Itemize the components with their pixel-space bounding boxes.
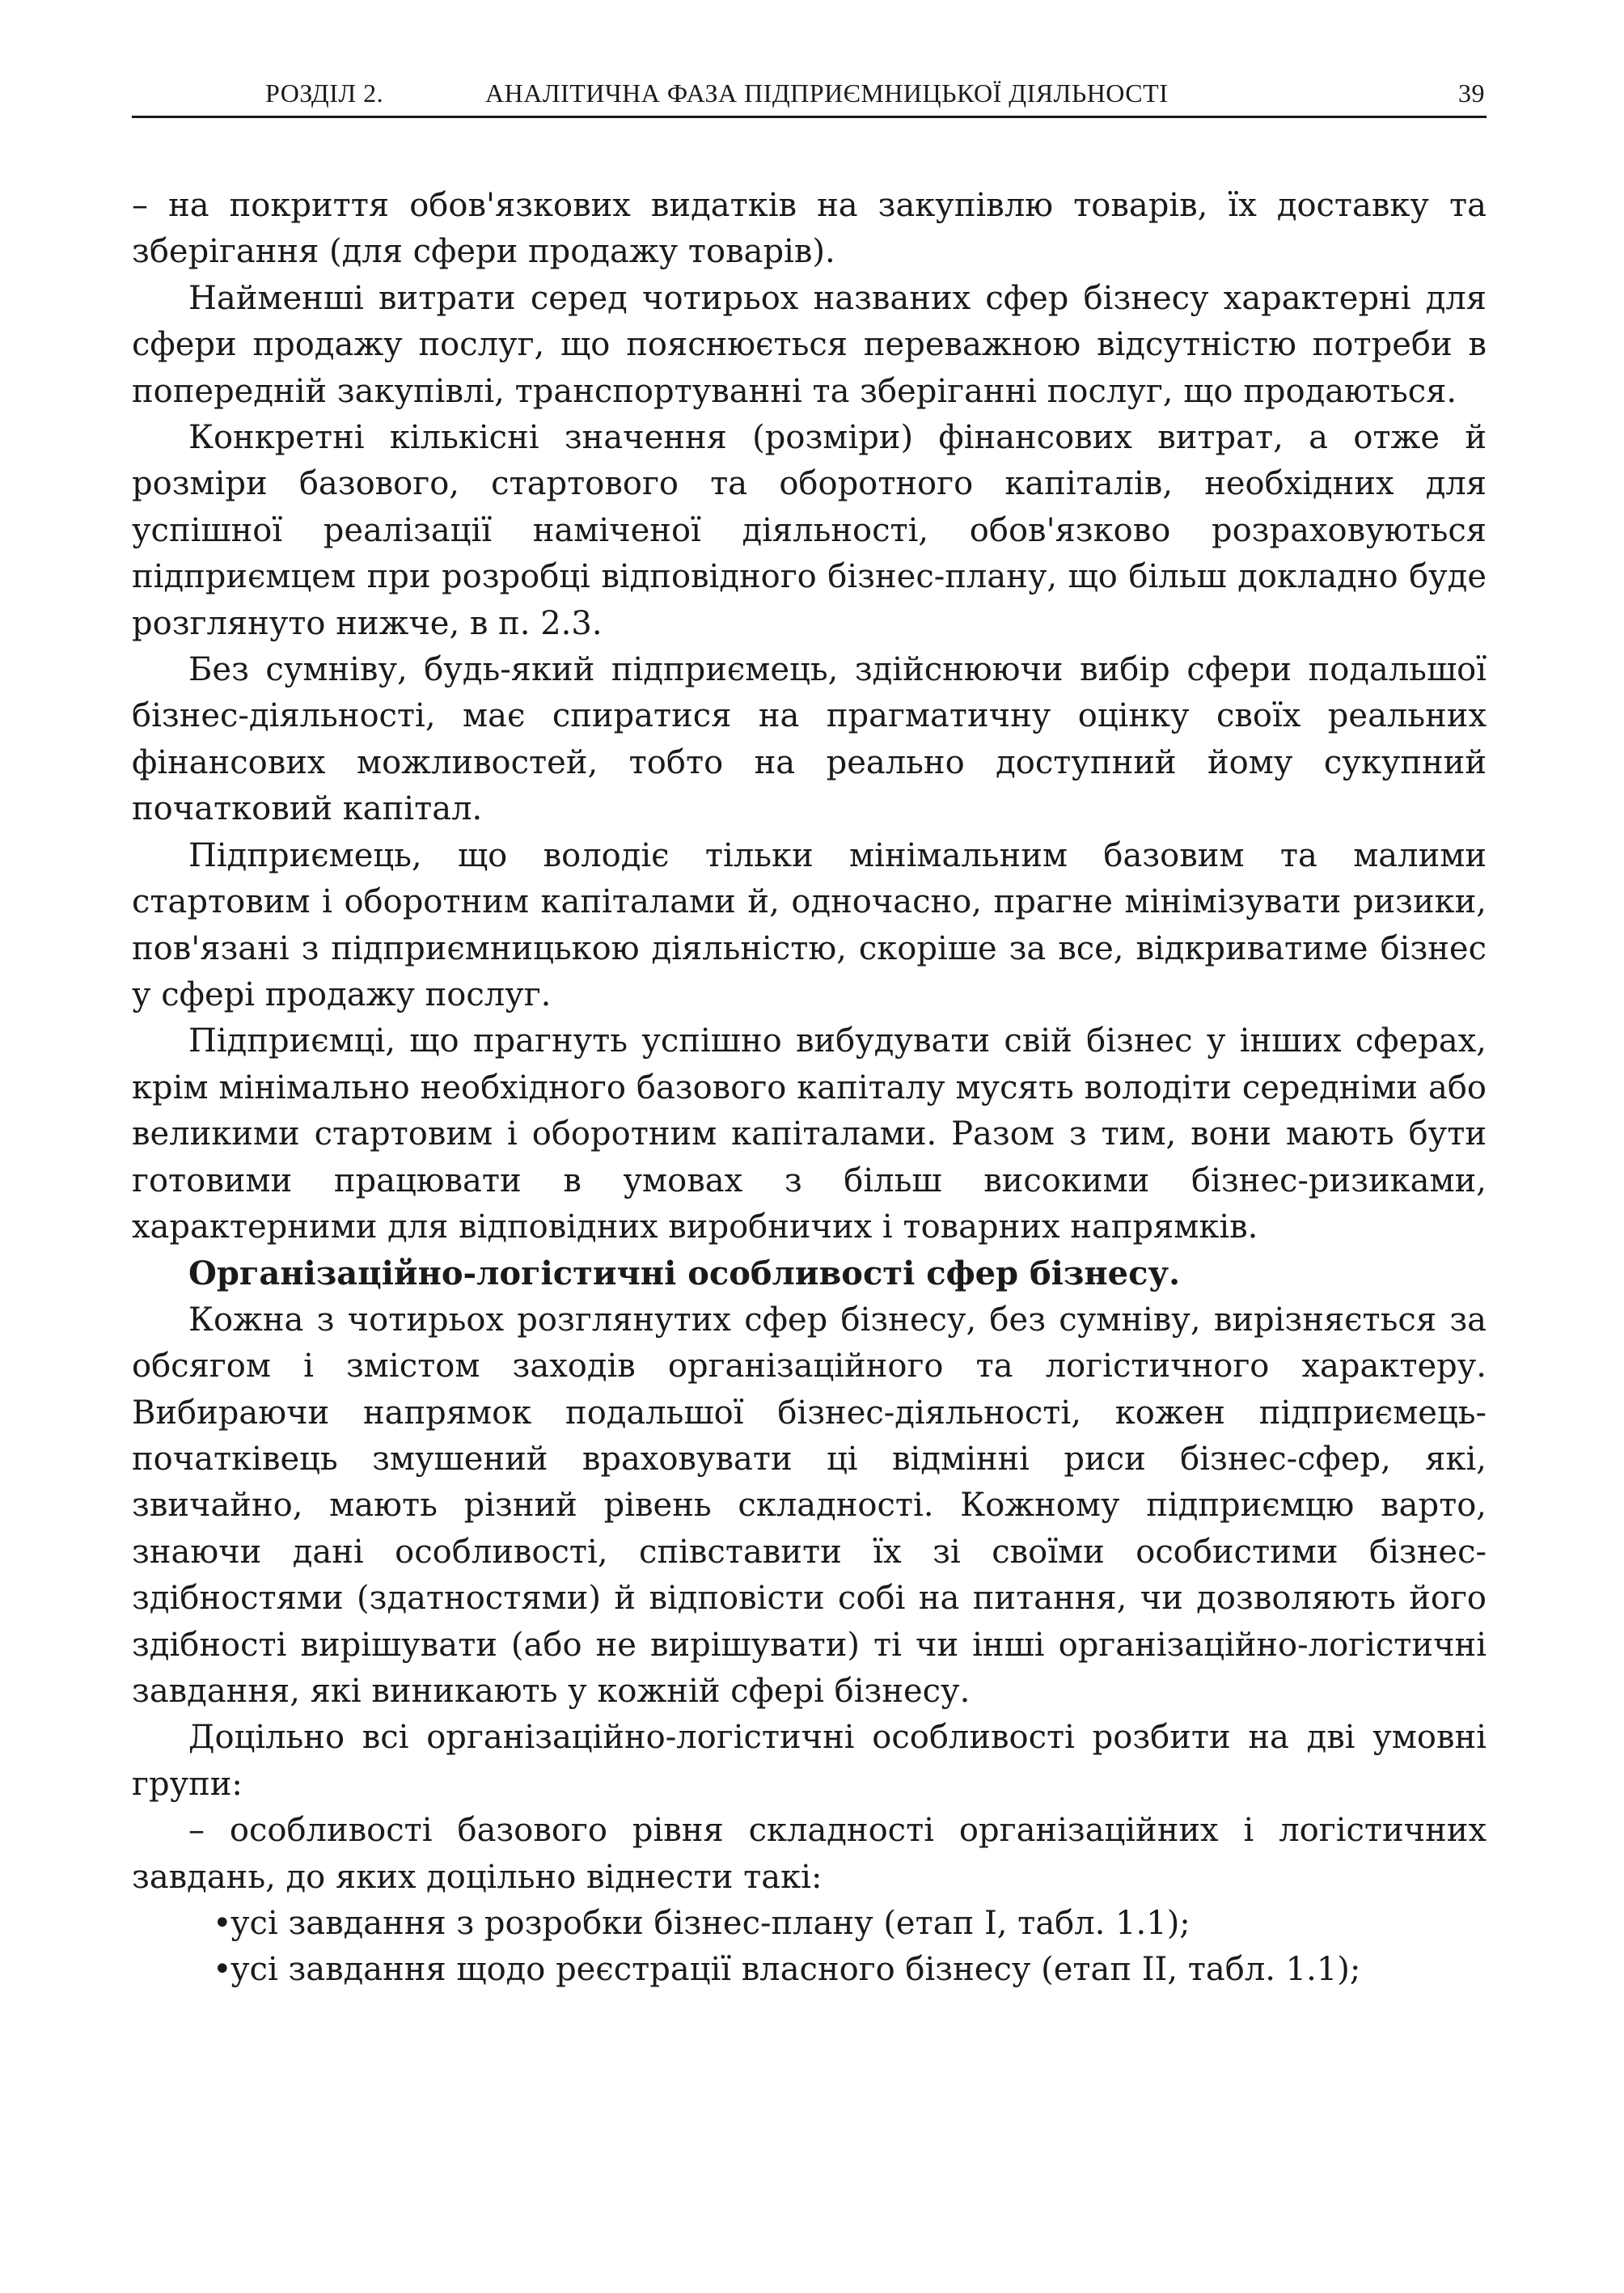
paragraph: Підприємці, що прагнуть успішно вибудувати свій бізнес у інших сферах, крім мінімально необхідного базового капіталу мусять володіти середніми або великими стартовим і оборотним капіталами. Разом з тим, вони мають бути готовими працювати в умовах з більш високими бізнес-ризиками, характерними для відповідних виробничих і товарних напрямків. (132, 1022, 1487, 1246)
paragraph: Найменші витрати серед чотирьох названих сфер бізнесу характерні для сфери продажу послуг, що пояснюється переважною відсутністю потреби в попередній закупівлі, транспортуванні та зберіганні послуг, що продаються. (132, 279, 1487, 410)
paragraph-continuation: – на покриття обов'язкових видатків на закупівлю товарів, їх доставку та зберігання (для сфери продажу товарів). (132, 187, 1487, 271)
bullet-list (132, 1901, 1487, 1994)
paragraph: Кожна з чотирьох розглянутих сфер бізнесу, без сумніву, вирізняється за обсягом і змістом заходів організаційного та логістичного характеру. Вибираючи напрямок подальшої бізнес-діяльності, кожен підприємець-початківець змушений враховувати ці відмінні риси бізнес-сфер, які, звичайно, мають різний рівень складності. Кожному підприємцю варто, знаючи дані особливості, співставити їх зі своїми особистими бізнес-здібностями (здатностями) й відповісти собі на питання, чи дозволяють його здібності вирішувати (або не вирішувати) ті чи інші організаційно-логістичні завдання, які виникають у кожній сфері бізнесу. (132, 1301, 1487, 1710)
book-page (132, 0, 1487, 2293)
paragraph: Доцільно всі організаційно-логістичні особливості розбити на дві умовні групи: (132, 1719, 1487, 1803)
bullet-icon: • (213, 1905, 232, 1943)
chapter-title: АНАЛІТИЧНА ФАЗА ПІДПРИЄМНИЦЬКОЇ ДІЯЛЬНОСТІ (485, 78, 1169, 108)
bullet-text: усі завдання з розробки бізнес-плану (етап І, табл. 1.1); (230, 1905, 1191, 1943)
paragraph: Без сумніву, будь-який підприємець, здійснюючи вибір сфери подальшої бізнес-діяльності, має спиратися на прагматичну оцінку своїх реальних фінансових можливостей, тобто на реально доступний йому сукупний початковий капітал. (132, 651, 1487, 828)
chapter-label: РОЗДІЛ 2. (265, 78, 384, 108)
bullet-list-item (132, 1901, 1487, 1947)
running-header (132, 75, 1487, 118)
section-subheading: Організаційно-логістичні особливості сфер бізнесу. (188, 1254, 1180, 1293)
page-number: 39 (1458, 78, 1485, 108)
bullet-list-item (132, 1947, 1487, 1993)
dash-list-item: – особливості базового рівня складності організаційних і логістичних завдань, до яких доцільно віднести такі: (132, 1812, 1487, 1896)
bullet-icon: • (213, 1951, 232, 1989)
body-text (132, 183, 1487, 1994)
bullet-text: усі завдання щодо реєстрації власного бізнесу (етап ІІ, табл. 1.1); (230, 1951, 1361, 1989)
paragraph: Підприємець, що володіє тільки мінімальним базовим та малими стартовим і оборотним капіталами й, одночасно, прагне мінімізувати ризики, пов'язані з підприємницькою діяльністю, скоріше за все, відкриватиме бізнес у сфері продажу послуг. (132, 836, 1487, 1013)
paragraph: Конкретні кількісні значення (розміри) фінансових витрат, а отже й розміри базового, стартового та оборотного капіталів, необхідних для успішної реалізації наміченої діяльності, обов'язково розраховуються підприємцем при розробці відповідного бізнес-плану, що більш докладно буде розглянуто нижче, в п. 2.3. (132, 419, 1487, 642)
